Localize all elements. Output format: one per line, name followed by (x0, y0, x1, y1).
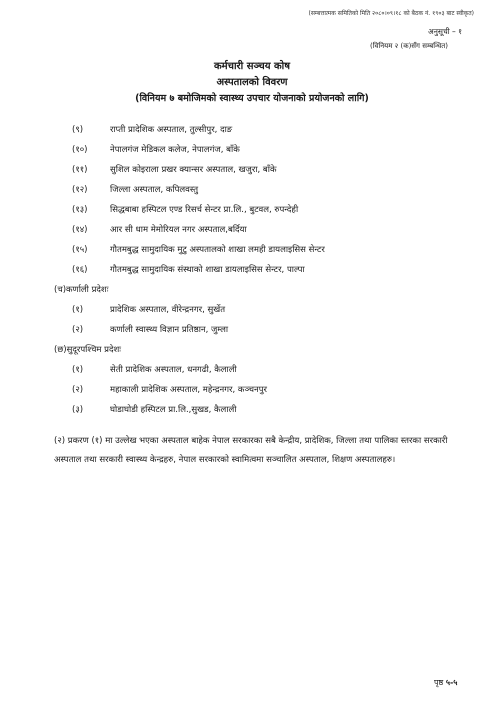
item-text: कर्णाली स्वास्थ्य विज्ञान प्रतिष्ठान, जुम्ला (110, 325, 229, 335)
list-item (72, 264, 305, 275)
item-number: (१३) (72, 205, 88, 215)
page-label: पृष्ठ (434, 678, 444, 687)
item-number: (१०) (72, 145, 88, 155)
item-number: (३) (72, 405, 84, 415)
list-item (72, 184, 198, 195)
item-text: सुशिल कोइराला प्रखर क्यान्सर अस्पताल, खजुरा, बाँके (110, 165, 277, 175)
section-heading-sudurpaschim: (छ)सुदूरपश्चिम प्रदेशः (54, 345, 121, 355)
rule-reference: (विनियम २ (क)सँग सम्बन्धित) (370, 42, 448, 50)
item-number: (९) (72, 125, 84, 135)
list-item (72, 304, 225, 315)
annex-label: अनुसूची – १ (428, 27, 463, 36)
page-footer (434, 677, 457, 688)
item-number: (१) (72, 365, 84, 375)
item-text: जिल्ला अस्पताल, कपिलवस्तु (110, 185, 199, 195)
list-item (72, 124, 232, 135)
list-item (72, 404, 236, 415)
list-item (72, 224, 247, 235)
item-number: (१२) (72, 185, 88, 195)
section-heading-karnali: (च)कर्णाली प्रदेशः (54, 285, 109, 295)
purpose-title: (विनियम ७ बमोजिमको स्वास्थ्य उपचार योजनाको प्रयोजनको लागि) (135, 93, 369, 104)
approval-note: (सम्बत्तात्मक समितिको मिति २०८०।०९।१८ को बैठक नं. १९०३ बाट स्वीकृत) (308, 10, 474, 17)
item-text: राप्ती प्रादेशिक अस्पताल, तुल्सीपुर, दाङ (110, 125, 233, 135)
item-text: महाकाली प्रादेशिक अस्पताल, महेन्द्रनगर, कञ्चनपुर (110, 385, 268, 395)
item-text: गौतमबुद्ध सामुदायिक संस्थाको शाखा डायलाइसिस सेन्टर, पाल्पा (110, 265, 305, 275)
item-number: (२) (72, 325, 84, 335)
page-number: ५-५ (445, 678, 458, 687)
item-number: (१) (72, 305, 84, 315)
item-number: (१६) (72, 265, 88, 275)
item-text: घोडाघोडी हस्पिटल प्रा.लि.,सुखड, कैलाली (110, 405, 237, 415)
item-number: (१५) (72, 245, 88, 255)
fund-title: कर्मचारी सञ्चय कोष (213, 61, 291, 72)
list-item (72, 244, 325, 255)
clause-2-paragraph: (२) प्रकरण (१) मा उल्लेख भएका अस्पताल बाहेक नेपाल सरकारका सबै केन्द्रीय, प्रादेशिक, जिल्ला तथा पालिका स्तरका सरकारी अस्पताल तथा सरकारी स्वास्थ्य केन्द्रहरु, नेपाल सरकारको स्वामित्वमा सञ्चालित अस्पताल, शिक्षण अस्पतालहरु। (54, 436, 448, 465)
list-item (72, 384, 267, 395)
item-text: गौतमबुद्ध सामुदायिक मुटु अस्पतालको शाखा लमही डायलाइसिस सेन्टर (110, 245, 325, 255)
list-item (72, 164, 277, 175)
details-title: अस्पतालको विवरण (216, 77, 288, 88)
item-text: सेती प्रादेशिक अस्पताल, धनगढी, कैलाली (110, 365, 237, 375)
list-item (72, 144, 240, 155)
item-text: सिद्धबाबा हस्पिटल एण्ड रिसर्च सेन्टर प्रा.लि., बुटवल, रुपन्देही (110, 205, 299, 215)
item-text: आर सी धाम मेमोरियल नगर अस्पताल,बर्दिया (110, 225, 247, 235)
list-item (72, 364, 237, 375)
item-number: (११) (72, 165, 88, 175)
item-number: (२) (72, 385, 84, 395)
item-number: (१४) (72, 225, 88, 235)
list-item (72, 204, 298, 215)
item-text: नेपालगंज मेडिकल कलेज, नेपालगंज, बाँके (110, 145, 240, 155)
item-text: प्रादेशिक अस्पताल, वीरेन्द्रनगर, सुर्खेत (110, 305, 226, 315)
list-item (72, 324, 228, 335)
